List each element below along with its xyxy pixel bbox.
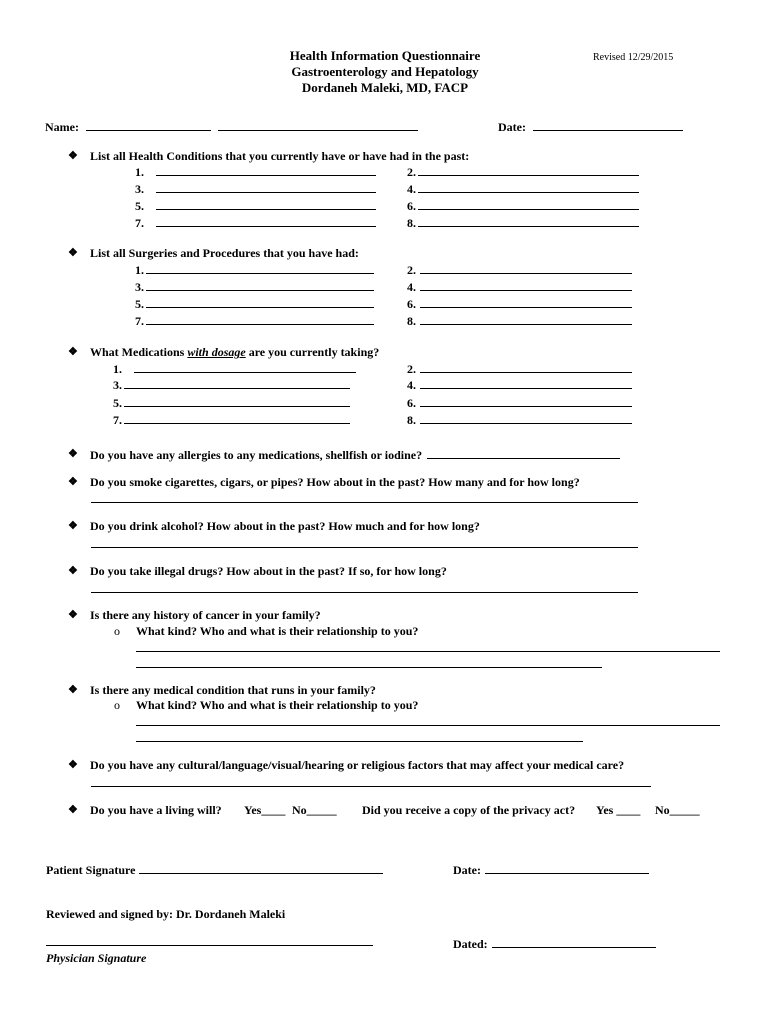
medical-subquestion: What kind? Who and what is their relationship to you?: [136, 698, 419, 712]
surgeries-item-3[interactable]: 3.: [135, 279, 374, 294]
bullet-icon: ❖: [68, 247, 78, 259]
medications-item-6[interactable]: 6.: [407, 395, 632, 410]
surgeries-item-5[interactable]: 5.: [135, 296, 374, 311]
doctor-name: Dordaneh Maleki, MD, FACP: [301, 80, 469, 95]
cancer-question: Is there any history of cancer in your family?: [90, 608, 321, 622]
bullet-icon: ❖: [68, 520, 78, 532]
smoke-answer-line[interactable]: [91, 502, 638, 503]
bullet-icon: ❖: [68, 759, 78, 771]
form-title: Health Information Questionnaire: [289, 48, 481, 63]
conditions-item-3[interactable]: 3.: [135, 181, 376, 196]
surgeries-question: List all Surgeries and Procedures that you have had:: [90, 246, 359, 260]
drugs-question: Do you take illegal drugs? How about in the past? If so, for how long?: [90, 564, 447, 578]
bullet-icon: ❖: [68, 804, 78, 816]
medications-item-4[interactable]: 4.: [407, 377, 632, 392]
bullet-icon: ❖: [68, 684, 78, 696]
cultural-answer-line[interactable]: [91, 786, 651, 787]
cancer-subquestion: What kind? Who and what is their relationship to you?: [136, 624, 419, 638]
bullet-icon: ❖: [68, 476, 78, 488]
medications-item-2[interactable]: 2.: [407, 361, 632, 376]
cancer-answer-line-2[interactable]: [136, 667, 602, 668]
privacy-act-no[interactable]: No_____: [655, 803, 700, 817]
conditions-item-1[interactable]: 1.: [135, 164, 376, 179]
medical-answer-line-1[interactable]: [136, 725, 720, 726]
allergies-question[interactable]: Do you have any allergies to any medications, shellfish or iodine?: [90, 447, 620, 462]
surgeries-item-8[interactable]: 8.: [407, 313, 632, 328]
bullet-icon: ❖: [68, 346, 78, 358]
medications-item-1[interactable]: 1.: [113, 361, 356, 376]
cultural-question: Do you have any cultural/language/visual/hearing or religious factors that may affect your medical care?: [90, 758, 625, 772]
surgeries-item-1[interactable]: 1.: [135, 262, 374, 277]
medications-question: What Medications with dosage are you currently taking?: [90, 345, 380, 359]
privacy-act-question: Did you receive a copy of the privacy act?: [362, 803, 576, 817]
surgeries-item-2[interactable]: 2.: [407, 262, 632, 277]
date-label: Date:: [498, 120, 526, 134]
patient-signature-field[interactable]: Patient Signature: [46, 862, 383, 877]
living-will-yes[interactable]: Yes____: [244, 803, 286, 817]
medications-item-3[interactable]: 3.: [113, 377, 350, 392]
sub-bullet-icon: o: [114, 624, 120, 638]
alcohol-answer-line[interactable]: [91, 547, 638, 548]
sub-bullet-icon: o: [114, 698, 120, 712]
bullet-icon: ❖: [68, 609, 78, 621]
conditions-item-4[interactable]: 4.: [407, 181, 639, 196]
medical-question: Is there any medical condition that runs in your family?: [90, 683, 376, 697]
alcohol-question: Do you drink alcohol? How about in the past? How much and for how long?: [90, 519, 480, 533]
medications-item-5[interactable]: 5.: [113, 395, 350, 410]
medical-answer-line-2[interactable]: [136, 741, 583, 742]
revised-date: Revised 12/29/2015: [593, 52, 674, 63]
living-will-no[interactable]: No_____: [292, 803, 337, 817]
surgeries-item-7[interactable]: 7.: [135, 313, 374, 328]
physician-signature-line[interactable]: [46, 945, 373, 946]
patient-date-field[interactable]: Date:: [453, 862, 649, 877]
conditions-item-2[interactable]: 2.: [407, 164, 639, 179]
conditions-question: List all Health Conditions that you currently have or have had in the past:: [90, 149, 470, 163]
privacy-act-yes[interactable]: Yes ____: [596, 803, 641, 817]
living-will-question: Do you have a living will?: [90, 803, 222, 817]
name-label: Name:: [45, 120, 79, 134]
bullet-icon: ❖: [68, 448, 78, 460]
medications-item-8[interactable]: 8.: [407, 412, 632, 427]
medications-item-7[interactable]: 7.: [113, 412, 350, 427]
physician-date-field[interactable]: Dated:: [453, 936, 656, 951]
bullet-icon: ❖: [68, 150, 78, 162]
name-field[interactable]: [45, 119, 418, 134]
conditions-item-5[interactable]: 5.: [135, 198, 376, 213]
smoke-question: Do you smoke cigarettes, cigars, or pipes? How about in the past? How many and for how long?: [90, 475, 580, 489]
date-field[interactable]: [498, 119, 683, 134]
surgeries-item-4[interactable]: 4.: [407, 279, 632, 294]
drugs-answer-line[interactable]: [91, 592, 638, 593]
physician-signature-label: Physician Signature: [46, 951, 147, 965]
conditions-item-8[interactable]: 8.: [407, 215, 639, 230]
surgeries-item-6[interactable]: 6.: [407, 296, 632, 311]
cancer-answer-line-1[interactable]: [136, 651, 720, 652]
conditions-item-6[interactable]: 6.: [407, 198, 639, 213]
conditions-item-7[interactable]: 7.: [135, 215, 376, 230]
form-subtitle: Gastroenterology and Hepatology: [291, 64, 479, 79]
reviewed-by: Reviewed and signed by: Dr. Dordaneh Maleki: [46, 907, 286, 921]
bullet-icon: ❖: [68, 565, 78, 577]
